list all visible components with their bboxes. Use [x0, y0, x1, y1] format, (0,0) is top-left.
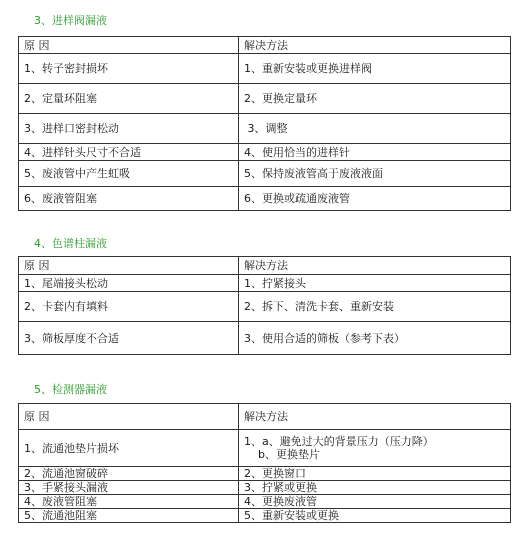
table-row	[19, 84, 511, 114]
cause-cell: 1、流通池垫片损坏	[19, 430, 239, 467]
solution-cell: 3、使用合适的筛板（参考下表）	[239, 322, 511, 355]
solution-cell: 3、拧紧或更换	[239, 481, 511, 495]
detector-leak-table	[18, 403, 511, 523]
table-row	[19, 481, 511, 495]
table-header-row	[19, 404, 511, 430]
table-row	[19, 187, 511, 211]
solution-header: 解决方法	[239, 37, 511, 54]
solution-cell: 2、拆下、清洗卡套、重新安装	[239, 292, 511, 322]
solution-cell: 4、更换废液管	[239, 495, 511, 509]
table-row	[19, 144, 511, 161]
cause-header: 原 因	[19, 404, 239, 430]
solution-cell: 2、更换窗口	[239, 467, 511, 481]
solution-cell: 1、拧紧接头	[239, 275, 511, 292]
solution-cell: 6、更换或疏通废液管	[239, 187, 511, 211]
table-row	[19, 292, 511, 322]
cause-cell: 6、废液管阻塞	[19, 187, 239, 211]
solution-cell: 5、重新安装或更换	[239, 509, 511, 523]
solution-header: 解决方法	[239, 257, 511, 275]
solution-line: b、更换垫片	[258, 448, 320, 461]
cause-cell: 5、流通池阻塞	[19, 509, 239, 523]
injector-valve-leak-table	[18, 36, 511, 211]
cause-cell: 1、尾端接头松动	[19, 275, 239, 292]
cause-cell: 5、废液管中产生虹吸	[19, 161, 239, 187]
cause-cell: 2、卡套内有填料	[19, 292, 239, 322]
cause-cell: 2、流通池窗破碎	[19, 467, 239, 481]
section-title-detector-leak: 5、检测器漏液	[34, 383, 107, 396]
table-row	[19, 467, 511, 481]
column-leak-table	[18, 256, 511, 355]
cause-header: 原 因	[19, 257, 239, 275]
solution-cell: 3、调整	[239, 114, 511, 144]
cause-cell: 3、手紧接头漏液	[19, 481, 239, 495]
table-row	[19, 275, 511, 292]
cause-cell: 2、定量环阻塞	[19, 84, 239, 114]
table-row	[19, 430, 511, 467]
solution-cell: 2、更换定量环	[239, 84, 511, 114]
section-title-injector-valve-leak: 3、进样阀漏液	[34, 14, 107, 27]
table-row	[19, 161, 511, 187]
cause-cell: 4、废液管阻塞	[19, 495, 239, 509]
table-row	[19, 114, 511, 144]
table-header-row	[19, 257, 511, 275]
table-row	[19, 322, 511, 355]
table-row	[19, 54, 511, 84]
section-title-column-leak: 4、色谱柱漏液	[34, 237, 107, 250]
table-row	[19, 509, 511, 523]
solution-line: 1、a、避免过大的背景压力（压力降）	[244, 435, 434, 448]
solution-cell: 5、保持废液管高于废液液面	[239, 161, 511, 187]
solution-cell: 4、使用恰当的进样针	[239, 144, 511, 161]
table-header-row	[19, 37, 511, 54]
solution-header: 解决方法	[239, 404, 511, 430]
cause-cell: 1、转子密封损坏	[19, 54, 239, 84]
solution-cell	[239, 430, 511, 467]
table-row	[19, 495, 511, 509]
cause-cell: 4、进样针头尺寸不合适	[19, 144, 239, 161]
cause-cell: 3、筛板厚度不合适	[19, 322, 239, 355]
cause-header: 原 因	[19, 37, 239, 54]
solution-cell: 1、重新安装或更换进样阀	[239, 54, 511, 84]
cause-cell: 3、进样口密封松动	[19, 114, 239, 144]
